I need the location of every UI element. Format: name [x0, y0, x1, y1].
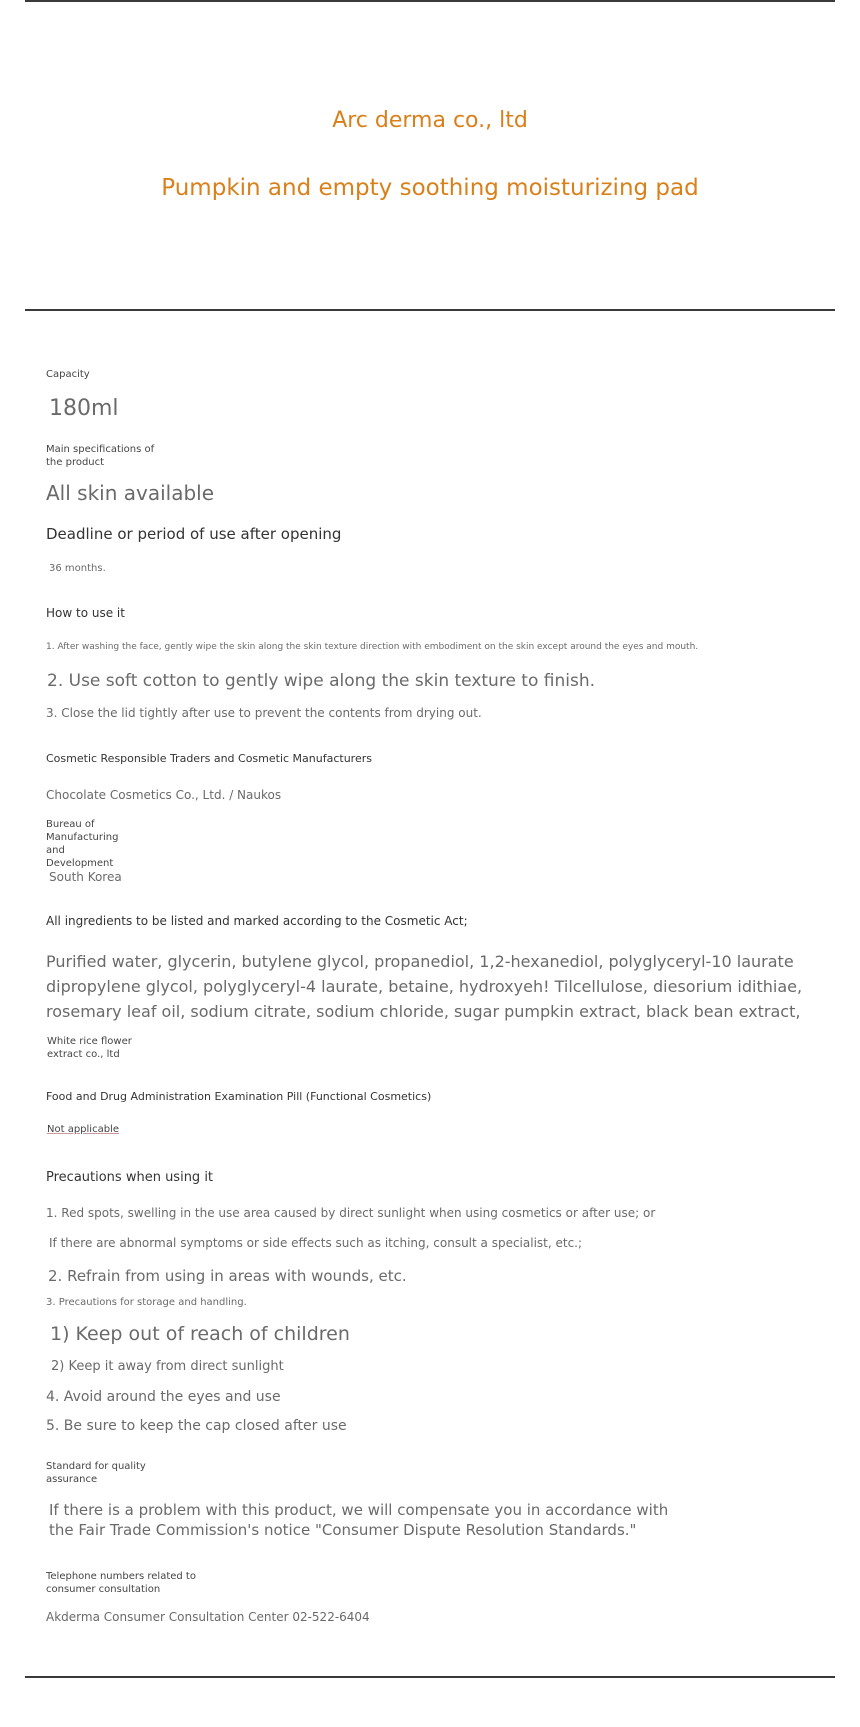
precaution-3a: 1) Keep out of reach of children [50, 1323, 350, 1345]
ingredients-label: All ingredients to be listed and marked according to the Cosmetic Act; [46, 914, 468, 928]
capacity-value: 180ml [49, 396, 119, 421]
company-name: Arc derma co., ltd [332, 108, 528, 133]
usage-label: How to use it [46, 606, 125, 620]
precaution-5: 5. Be sure to keep the cap closed after use [46, 1418, 347, 1434]
usage-step-1: 1. After washing the face, gently wipe the skin along the skin texture direction with embodiment on the skin except around the eyes and mouth. [46, 642, 699, 652]
header-divider [25, 309, 835, 311]
phone-label: Telephone numbers related to consumer consultation [46, 1571, 196, 1595]
capacity-label: Capacity [46, 369, 90, 380]
precaution-3b: 2) Keep it away from direct sunlight [51, 1359, 284, 1374]
precaution-1b: If there are abnormal symptoms or side effects such as itching, consult a specialist, etc.; [49, 1236, 583, 1250]
bureau-label: Bureau of Manufacturing and Development [46, 819, 119, 869]
precaution-1: 1. Red spots, swelling in the use area caused by direct sunlight when using cosmetics or after use; or [46, 1206, 656, 1220]
phone-value: Akderma Consumer Consultation Center 02-522-6404 [46, 1610, 370, 1624]
traders-label: Cosmetic Responsible Traders and Cosmetic Manufacturers [46, 752, 372, 765]
bottom-divider [25, 1676, 835, 1678]
product-name: Pumpkin and empty soothing moisturizing pad [161, 175, 699, 201]
top-divider [25, 0, 835, 2]
precaution-2: 2. Refrain from using in areas with wounds, etc. [48, 1267, 407, 1285]
fda-label: Food and Drug Administration Examination Pill (Functional Cosmetics) [46, 1090, 432, 1103]
spec-label: Main specifications of the product [46, 444, 155, 468]
ingredients-note: White rice flower extract co., ltd [47, 1036, 132, 1060]
quality-line-2: the Fair Trade Commission's notice "Consumer Dispute Resolution Standards." [49, 1521, 637, 1539]
bureau-value: South Korea [49, 870, 122, 884]
precautions-label: Precautions when using it [46, 1170, 214, 1185]
ingredients-line-2: dipropylene glycol, polyglyceryl-4 laurate, betaine, hydroxyeh! Tilcellulose, diesorium idithiae, [46, 977, 803, 996]
deadline-value: 36 months. [49, 563, 106, 574]
ingredients-line-1: Purified water, glycerin, butylene glycol, propanediol, 1,2-hexanediol, polyglyceryl-10 laurate [46, 952, 794, 971]
deadline-label: Deadline or period of use after opening [46, 525, 342, 543]
traders-value: Chocolate Cosmetics Co., Ltd. / Naukos [46, 788, 282, 802]
spec-value: All skin available [46, 481, 215, 505]
usage-step-3: 3. Close the lid tightly after use to prevent the contents from drying out. [46, 706, 482, 720]
usage-step-2: 2. Use soft cotton to gently wipe along the skin texture to finish. [47, 671, 596, 691]
fda-value: Not applicable [47, 1124, 119, 1135]
precaution-3: 3. Precautions for storage and handling. [46, 1297, 247, 1308]
quality-label: Standard for quality assurance [46, 1461, 146, 1485]
ingredients-line-3: rosemary leaf oil, sodium citrate, sodium chloride, sugar pumpkin extract, black bean extract, [46, 1002, 801, 1021]
precaution-4: 4. Avoid around the eyes and use [46, 1389, 281, 1405]
quality-line-1: If there is a problem with this product, we will compensate you in accordance with [49, 1501, 669, 1519]
